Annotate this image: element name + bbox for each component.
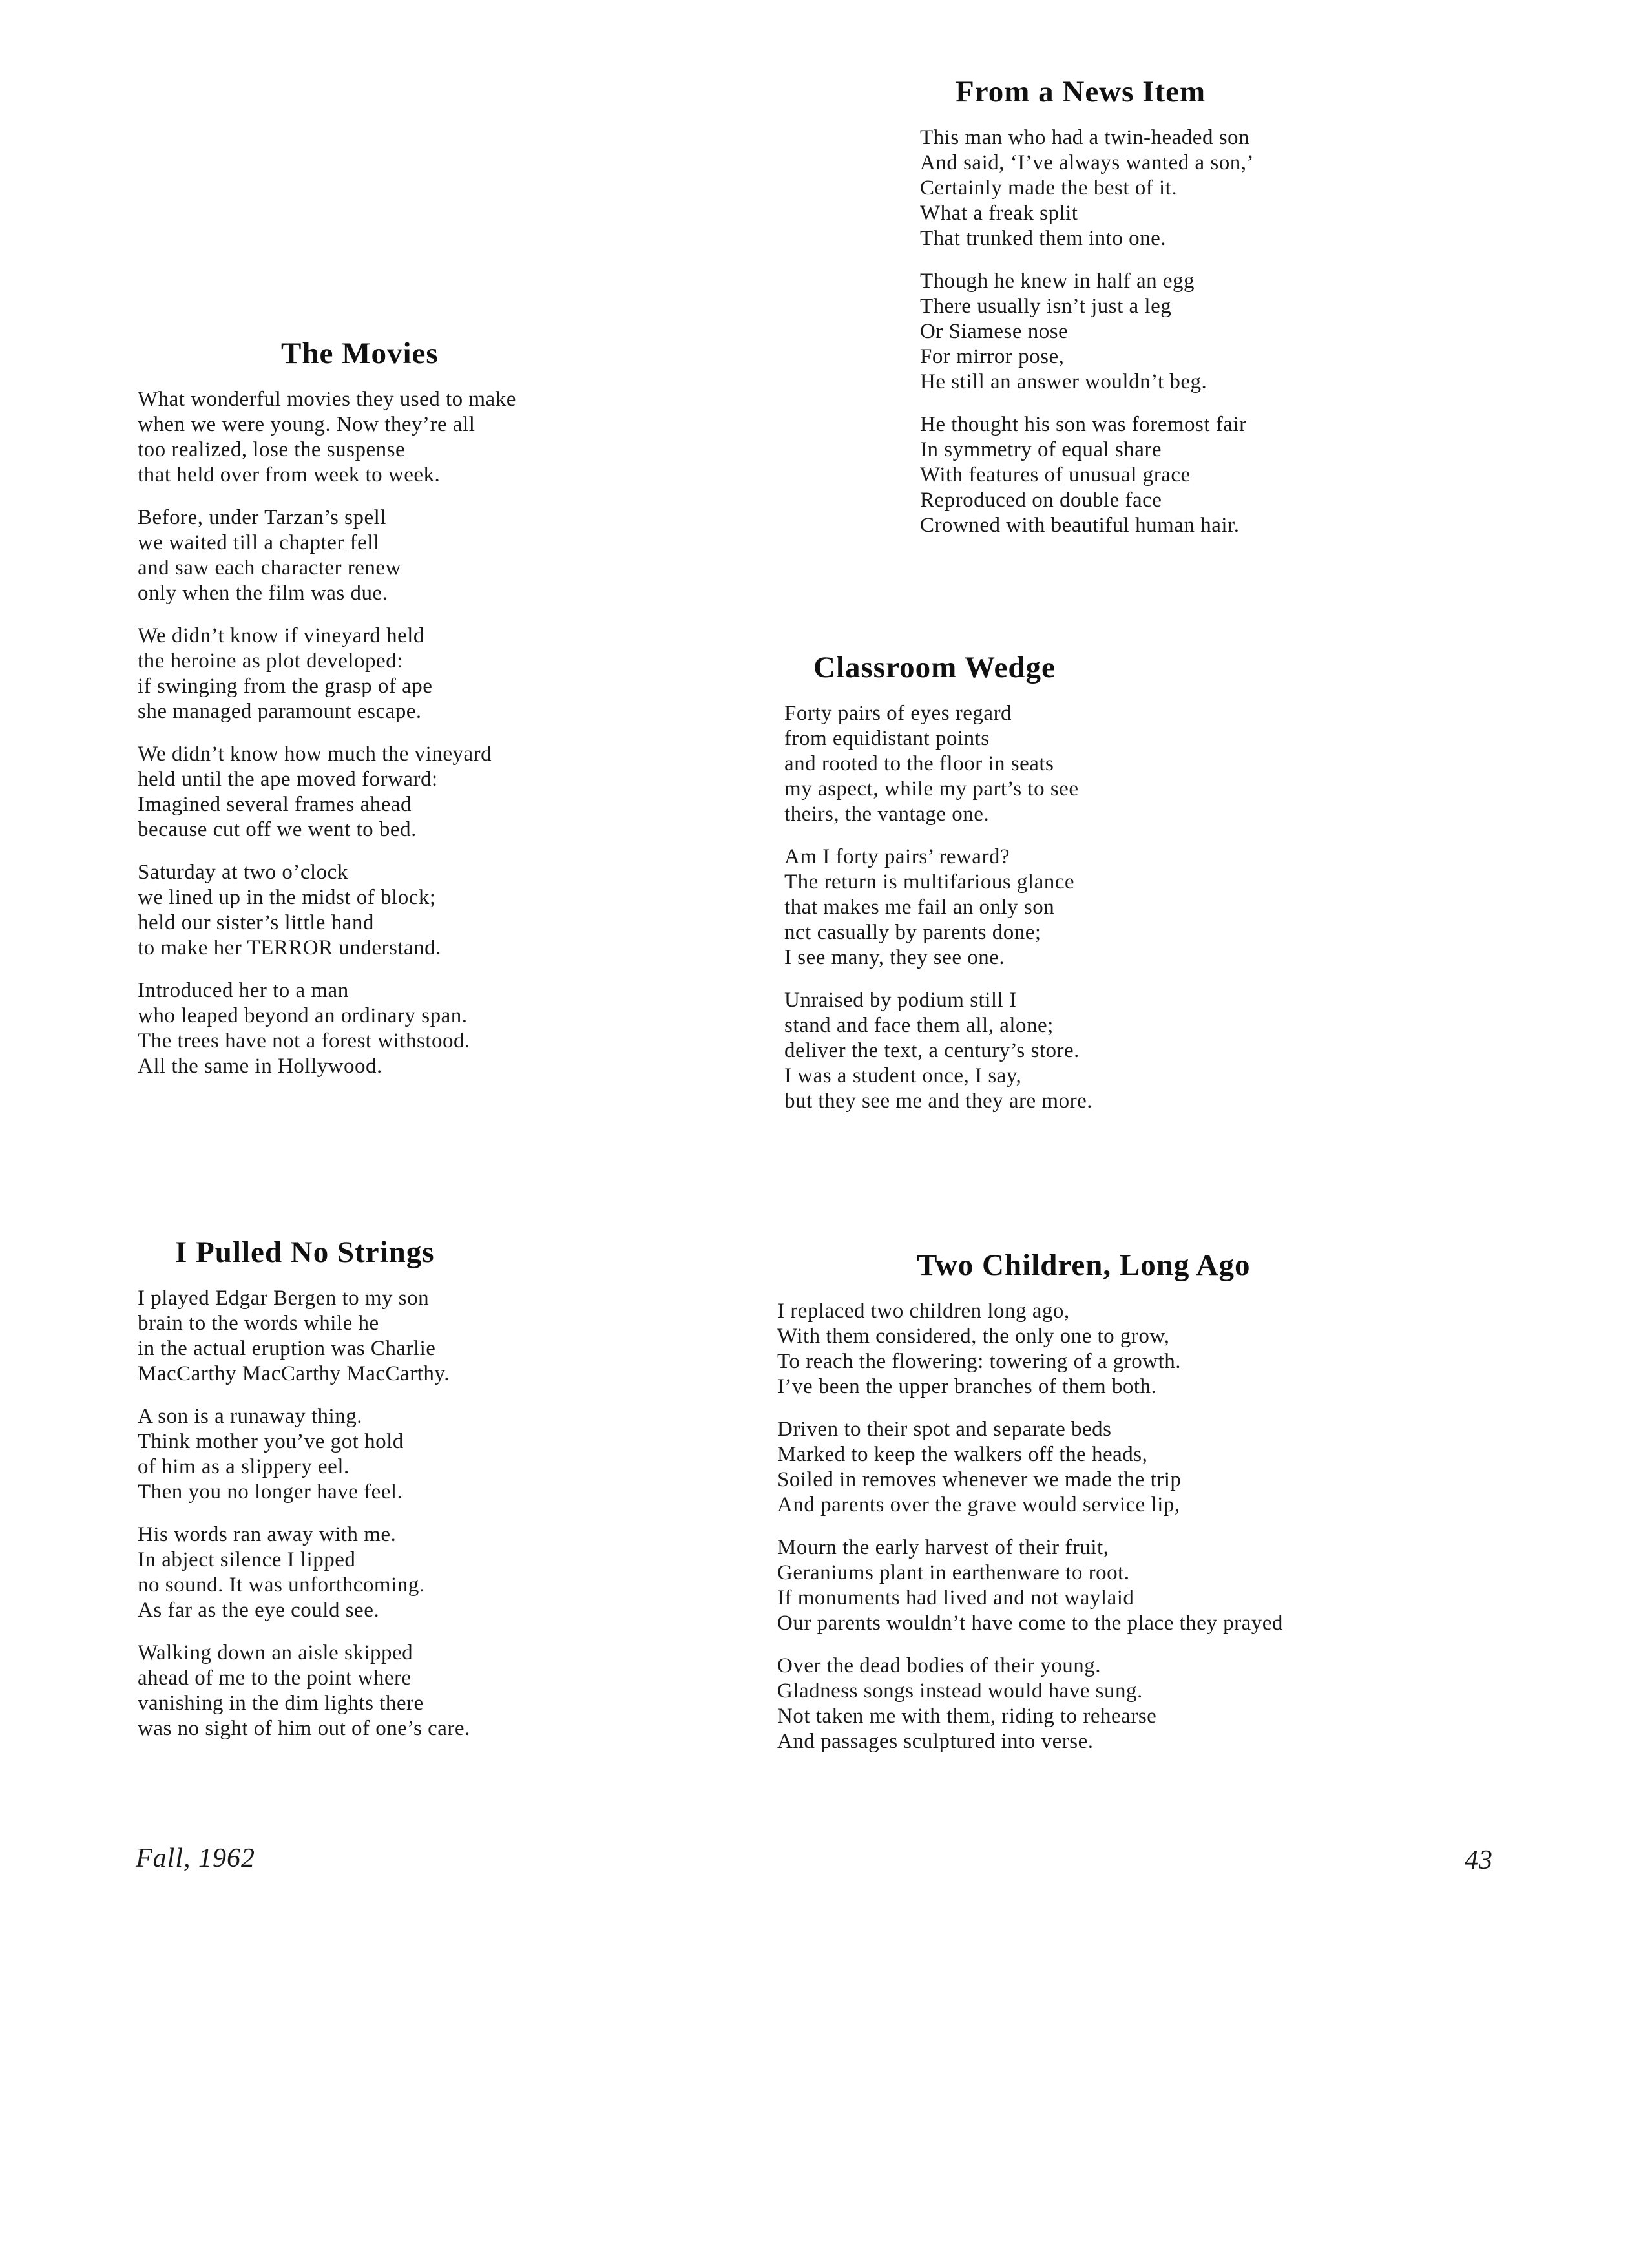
poem-title: Classroom Wedge bbox=[813, 651, 1056, 684]
poem-line: and saw each character renew bbox=[138, 556, 401, 580]
poem-line: With features of unusual grace bbox=[920, 463, 1191, 487]
poem-classroom-wedge bbox=[784, 648, 1092, 1131]
poem-line: no sound. It was unforthcoming. bbox=[138, 1573, 425, 1597]
stanza bbox=[138, 1641, 470, 1741]
poem-from-a-news-item bbox=[920, 72, 1254, 556]
poem-line: Then you no longer have feel. bbox=[138, 1480, 403, 1504]
poem-line: The return is multifarious glance bbox=[784, 870, 1075, 894]
poem-line: when we were young. Now they’re all bbox=[138, 413, 475, 436]
poem-line: Forty pairs of eyes regard bbox=[784, 702, 1012, 725]
poem-line: I see many, they see one. bbox=[784, 946, 1005, 969]
poem-line: This man who had a twin-headed son bbox=[920, 126, 1250, 149]
poem-line: Think mother you’ve got hold bbox=[138, 1430, 404, 1453]
poem-line: nct casually by parents done; bbox=[784, 921, 1041, 944]
poem-line: stand and face them all, alone; bbox=[784, 1014, 1054, 1037]
poem-title: The Movies bbox=[281, 337, 439, 370]
poem-line: Our parents wouldn’t have come to the place they prayed bbox=[777, 1612, 1283, 1635]
poem-line: vanishing in the dim lights there bbox=[138, 1692, 424, 1715]
poem-line: He still an answer wouldn’t beg. bbox=[920, 370, 1207, 394]
poem-line: Imagined several frames ahead bbox=[138, 793, 412, 816]
poem-line: And parents over the grave would service lip, bbox=[777, 1493, 1180, 1517]
poem-line: the heroine as plot developed: bbox=[138, 649, 403, 673]
poem-line: brain to the words while he bbox=[138, 1312, 379, 1335]
stanza bbox=[138, 1522, 470, 1623]
poem-title: Two Children, Long Ago bbox=[917, 1248, 1251, 1282]
poem-line: Unraised by podium still I bbox=[784, 989, 1017, 1012]
stanza bbox=[138, 624, 516, 724]
stanza bbox=[777, 1535, 1283, 1636]
poem-line: who leaped beyond an ordinary span. bbox=[138, 1004, 468, 1027]
poem-line: As far as the eye could see. bbox=[138, 1599, 380, 1622]
poem-line: because cut off we went to bed. bbox=[138, 818, 417, 841]
poem-line: I’ve been the upper branches of them both. bbox=[777, 1375, 1157, 1398]
poem-line: held until the ape moved forward: bbox=[138, 768, 438, 791]
poem-line: And passages sculptured into verse. bbox=[777, 1730, 1094, 1753]
poem-line: I played Edgar Bergen to my son bbox=[138, 1286, 430, 1310]
poem-line: Walking down an aisle skipped bbox=[138, 1641, 413, 1664]
poem-line: theirs, the vantage one. bbox=[784, 803, 990, 826]
poem-line: Driven to their spot and separate beds bbox=[777, 1418, 1112, 1441]
poem-line: All the same in Hollywood. bbox=[138, 1055, 382, 1078]
stanza bbox=[920, 269, 1254, 395]
poem-line: but they see me and they are more. bbox=[784, 1089, 1092, 1113]
poem-line: There usually isn’t just a leg bbox=[920, 295, 1172, 318]
stanza bbox=[138, 1404, 470, 1505]
poem-line: In symmetry of equal share bbox=[920, 438, 1162, 461]
poem-line: to make her TERROR understand. bbox=[138, 936, 441, 960]
poem-line: That trunked them into one. bbox=[920, 227, 1166, 250]
stanza bbox=[777, 1654, 1283, 1754]
stanza bbox=[784, 988, 1092, 1114]
poem-line: held our sister’s little hand bbox=[138, 911, 374, 934]
poem-line: Geraniums plant in earthenware to root. bbox=[777, 1561, 1130, 1584]
poem-line: we waited till a chapter fell bbox=[138, 531, 380, 554]
poem-line: in the actual eruption was Charlie bbox=[138, 1337, 436, 1360]
poem-line: too realized, lose the suspense bbox=[138, 438, 406, 461]
poem-line: If monuments had lived and not waylaid bbox=[777, 1586, 1134, 1610]
poem-line: Before, under Tarzan’s spell bbox=[138, 506, 386, 529]
poem-line: of him as a slippery eel. bbox=[138, 1455, 350, 1478]
poem-line: And said, ‘I’ve always wanted a son,’ bbox=[920, 151, 1255, 174]
poem-line: To reach the flowering: towering of a growth. bbox=[777, 1350, 1181, 1373]
poem-line: I was a student once, I say, bbox=[784, 1064, 1022, 1087]
poem-line: MacCarthy MacCarthy MacCarthy. bbox=[138, 1362, 450, 1385]
stanza bbox=[138, 978, 516, 1079]
poem-line: With them considered, the only one to grow, bbox=[777, 1325, 1170, 1348]
poem-line: Am I forty pairs’ reward? bbox=[784, 845, 1010, 868]
poem-line: What wonderful movies they used to make bbox=[138, 388, 516, 411]
poem-line: Saturday at two o’clock bbox=[138, 861, 348, 884]
poem-line: He thought his son was foremost fair bbox=[920, 413, 1247, 436]
poem-line: Soiled in removes whenever we made the trip bbox=[777, 1468, 1182, 1491]
poem-line: Or Siamese nose bbox=[920, 320, 1069, 343]
poem-line: ahead of me to the point where bbox=[138, 1666, 412, 1690]
stanza bbox=[920, 125, 1254, 251]
stanza bbox=[920, 412, 1254, 538]
poem-line: Over the dead bodies of their young. bbox=[777, 1654, 1101, 1677]
stanza bbox=[138, 1286, 470, 1387]
poem-line: Not taken me with them, riding to rehearse bbox=[777, 1705, 1157, 1728]
poem-the-movies bbox=[138, 334, 516, 1097]
poem-line: from equidistant points bbox=[784, 727, 990, 750]
poem-line: In abject silence I lipped bbox=[138, 1548, 356, 1571]
poem-line: Marked to keep the walkers off the heads, bbox=[777, 1443, 1148, 1466]
poem-title: I Pulled No Strings bbox=[175, 1235, 435, 1269]
stanza bbox=[138, 387, 516, 488]
poem-i-pulled-no-strings bbox=[138, 1233, 470, 1759]
poem-line: and rooted to the floor in seats bbox=[784, 752, 1054, 775]
poem-two-children-long-ago bbox=[777, 1246, 1283, 1772]
poem-line: We didn’t know how much the vineyard bbox=[138, 742, 492, 766]
poem-line: The trees have not a forest withstood. bbox=[138, 1029, 470, 1053]
poem-line: if swinging from the grasp of ape bbox=[138, 675, 433, 698]
poem-line: she managed paramount escape. bbox=[138, 700, 422, 723]
poem-line: For mirror pose, bbox=[920, 345, 1065, 368]
poem-line: Introduced her to a man bbox=[138, 979, 349, 1002]
poem-line: We didn’t know if vineyard held bbox=[138, 624, 424, 647]
poem-line: Crowned with beautiful human hair. bbox=[920, 514, 1240, 537]
issue-date: Fall, 1962 bbox=[136, 1843, 255, 1873]
stanza bbox=[777, 1299, 1283, 1400]
poem-line: I replaced two children long ago, bbox=[777, 1299, 1070, 1323]
poem-line: Certainly made the best of it. bbox=[920, 176, 1178, 200]
poem-line: deliver the text, a century’s store. bbox=[784, 1039, 1080, 1062]
poem-line: only when the film was due. bbox=[138, 582, 388, 605]
poem-line: that held over from week to week. bbox=[138, 463, 441, 487]
poem-title: From a News Item bbox=[956, 75, 1206, 109]
poem-line: What a freak split bbox=[920, 202, 1078, 225]
poem-line: Mourn the early harvest of their fruit, bbox=[777, 1536, 1109, 1559]
poem-line: His words ran away with me. bbox=[138, 1523, 397, 1546]
poem-line: Though he knew in half an egg bbox=[920, 269, 1195, 293]
poem-line: that makes me fail an only son bbox=[784, 896, 1055, 919]
poem-line: A son is a runaway thing. bbox=[138, 1405, 362, 1428]
poem-line: Gladness songs instead would have sung. bbox=[777, 1679, 1143, 1703]
stanza bbox=[777, 1417, 1283, 1518]
poem-line: my aspect, while my part’s to see bbox=[784, 777, 1079, 801]
poem-line: Reproduced on double face bbox=[920, 488, 1162, 512]
stanza bbox=[138, 860, 516, 961]
poem-line: we lined up in the midst of block; bbox=[138, 886, 436, 909]
stanza bbox=[138, 742, 516, 843]
page-number: 43 bbox=[1465, 1845, 1493, 1875]
stanza bbox=[784, 701, 1092, 827]
stanza bbox=[138, 505, 516, 606]
poem-line: was no sight of him out of one’s care. bbox=[138, 1717, 470, 1740]
stanza bbox=[784, 845, 1092, 971]
